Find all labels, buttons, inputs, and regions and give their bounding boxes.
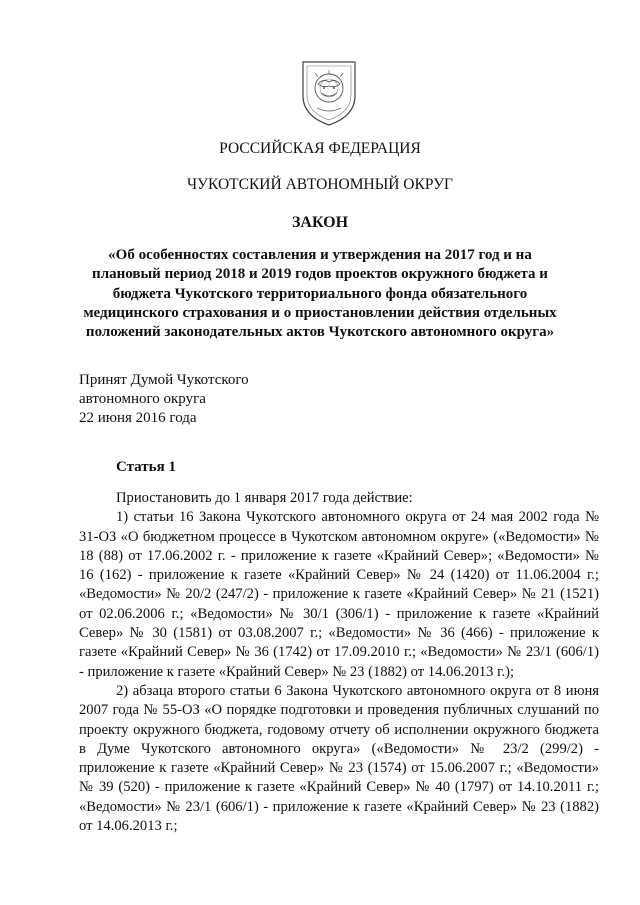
federation-heading: РОССИЙСКАЯ ФЕДЕРАЦИЯ	[219, 140, 421, 157]
article-item-2: 2) абзаца второго статьи 6 Закона Чукотского автономного округа от 8 июня 2007 года № 55-ОЗ «О порядке подготовки и проведения публичных слушаний по проекту окружного бюджета, годовому отчету об исполнении окружного бюджета в Думе Чукотского автономного округа» («Ведомости» № 23/2 (299/2) - приложение к газете «Крайний Север» № 23 (1574) от 15.06.2007 г.; «Ведомости» № 39 (520) - приложение к газете «Крайний Север» № 40 (1797) от 14.10.2011 г.; «Ведомости» № 23/1 (606/1) - приложение к газете «Крайний Север» № 23 (1882) от 14.06.2013 г.;	[79, 682, 599, 835]
adoption-line-2: автономного округа	[79, 391, 206, 407]
adoption-line-1: Принят Думой Чукотского	[79, 372, 249, 388]
adoption-date: 22 июня 2016 года	[79, 410, 197, 426]
document-type-heading: ЗАКОН	[291, 214, 349, 231]
law-title: «Об особенностях составления и утверждения на 2017 год и на плановый период 2018 и 2019 годов проектов окружного бюджета и бюджета Чукотского территориального фонда обязательного медицинского страхования и о приостановлении действия отдельных положений законодательных актов Чукотского автономного округа»	[83, 247, 557, 341]
article-heading: Статья 1	[116, 459, 176, 475]
article-body	[79, 489, 599, 836]
coat-of-arms-icon	[297, 58, 361, 128]
article-item-1: 1) статьи 16 Закона Чукотского автономного округа от 24 мая 2002 года № 31-ОЗ «О бюджетном процессе в Чукотском автономном округе» («Ведомости» № 18 (88) от 17.06.2002 г. - приложение к газете «Крайний Север»; «Ведомости» № 16 (162) - приложение к газете «Крайний Север» № 24 (1420) от 11.06.2004 г.; «Ведомости» № 20/2 (247/2) - приложение к газете «Крайний Север» № 21 (1521) от 02.06.2006 г.; «Ведомости» № 30/1 (306/1) - приложение к газете «Крайний Север» № 30 (1581) от 03.08.2007 г.; «Ведомости» № 36 (466) - приложение к газете «Крайний Север» № 36 (1742) от 17.09.2010 г.; «Ведомости» № 23/1 (606/1) - приложение к газете «Крайний Север» № 23 (1882) от 14.06.2013 г.);	[79, 509, 599, 680]
okrug-heading: ЧУКОТСКИЙ АВТОНОМНЫЙ ОКРУГ	[186, 176, 454, 193]
adoption-block	[79, 371, 249, 428]
article-intro: Приостановить до 1 января 2017 года действие:	[116, 490, 413, 506]
